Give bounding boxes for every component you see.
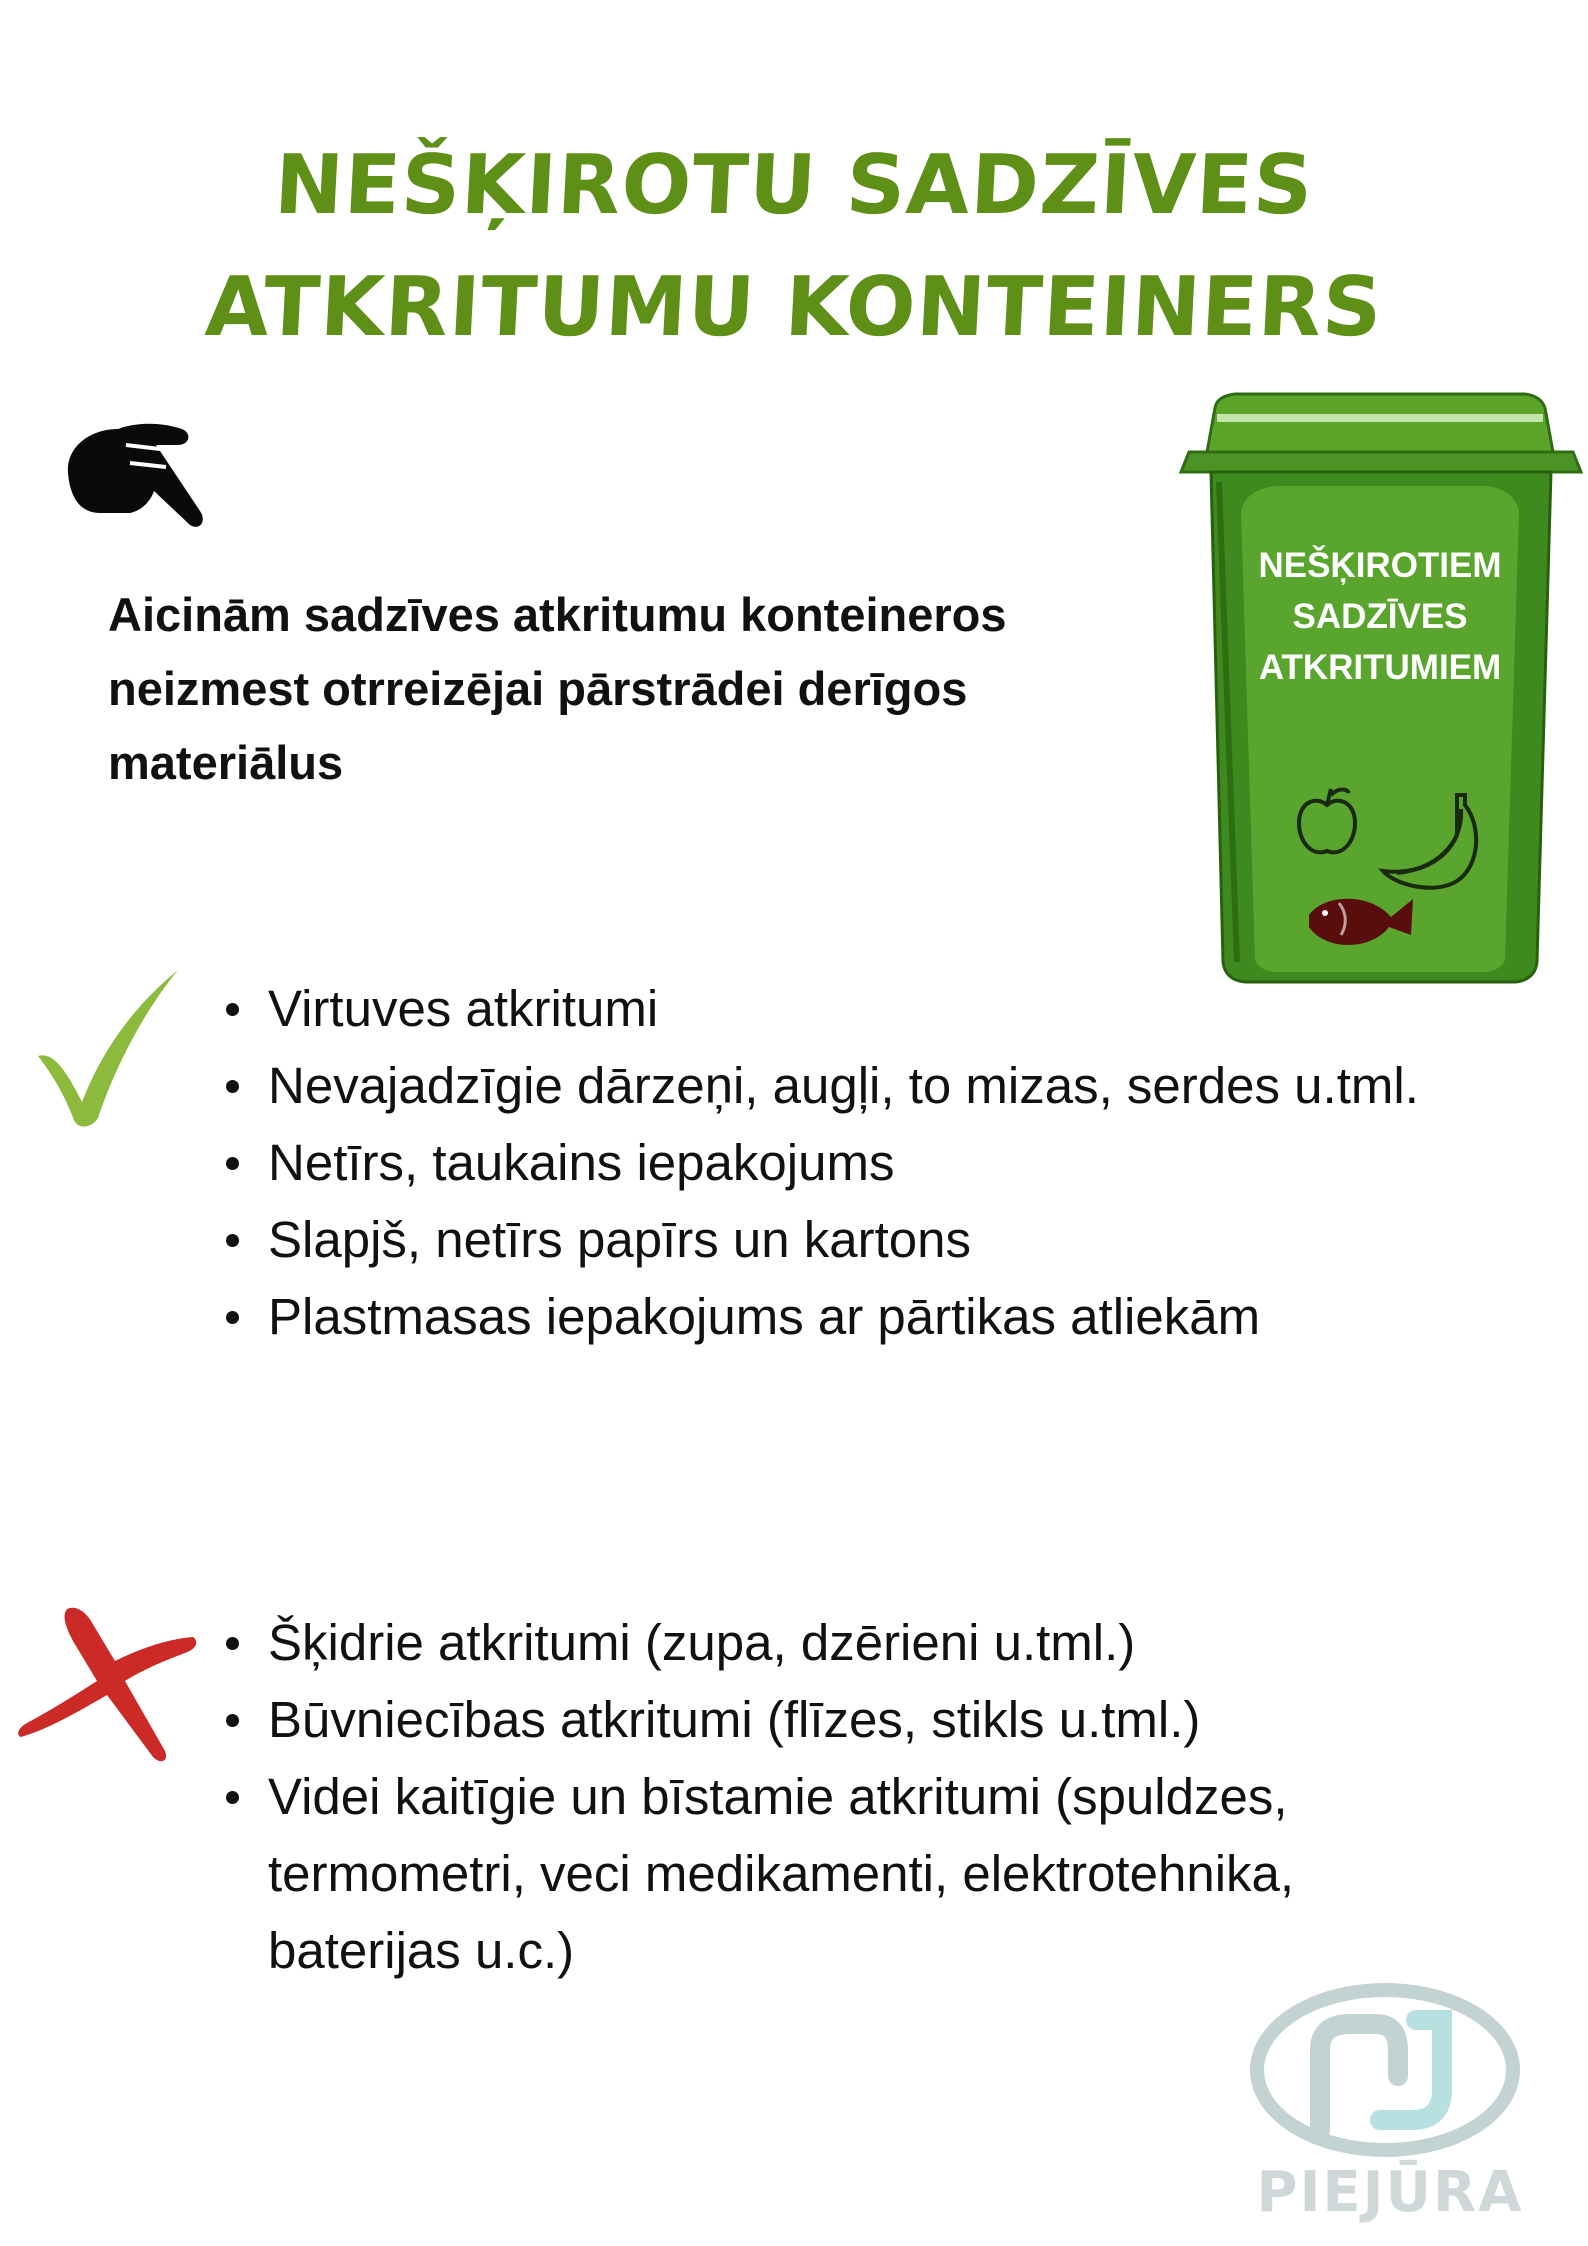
list-item: Slapjš, netīrs papīrs un kartons — [226, 1201, 1426, 1278]
intro-text: Aicinām sadzīves atkritumu konteineros neizmest otrreizējai pārstrādei derīgos materiālus — [108, 588, 1007, 789]
food-waste-icons — [1285, 785, 1535, 985]
banana-icon — [1383, 795, 1476, 888]
bin-label — [1235, 540, 1525, 693]
checkmark-icon — [30, 970, 190, 1130]
list-item: Plastmasas iepakojums ar pārtikas atliekām — [226, 1278, 1426, 1355]
pointing-hand-icon — [60, 415, 220, 545]
apple-icon — [1299, 789, 1355, 852]
logo-text: PIEJŪRA — [1256, 2160, 1524, 2225]
title-line-1: NEŠĶIROTU SADZĪVES — [272, 138, 1316, 233]
bin-label-line-3: ATKRITUMIEM — [1258, 648, 1502, 687]
fish-icon — [1309, 899, 1413, 945]
list-item: Netīrs, taukains iepakojums — [226, 1124, 1426, 1201]
bin-label-line-2: SADZĪVES — [1292, 597, 1468, 636]
list-item: Būvniecības atkritumi (flīzes, stikls u.tml.) — [226, 1681, 1426, 1758]
list-item: Videi kaitīgie un bīstamie atkritumi (spuldzes, termometri, veci medikamenti, elektrotehnika, baterijas u.c.) — [226, 1758, 1426, 1989]
bin-label-line-1: NEŠĶIROTIEM — [1258, 546, 1502, 585]
list-item: Nevajadzīgie dārzeņi, augļi, to mizas, serdes u.tml. — [226, 1047, 1426, 1124]
list-item: Šķidrie atkritumi (zupa, dzērieni u.tml.) — [226, 1604, 1426, 1681]
list-item: Virtuves atkritumi — [226, 970, 1426, 1047]
allowed-items-list — [226, 970, 1426, 1355]
title-line-2: ATKRITUMU KONTEINERS — [203, 260, 1385, 355]
cross-icon — [15, 1605, 200, 1765]
forbidden-items-list — [226, 1604, 1426, 1989]
page-title — [0, 125, 1588, 369]
